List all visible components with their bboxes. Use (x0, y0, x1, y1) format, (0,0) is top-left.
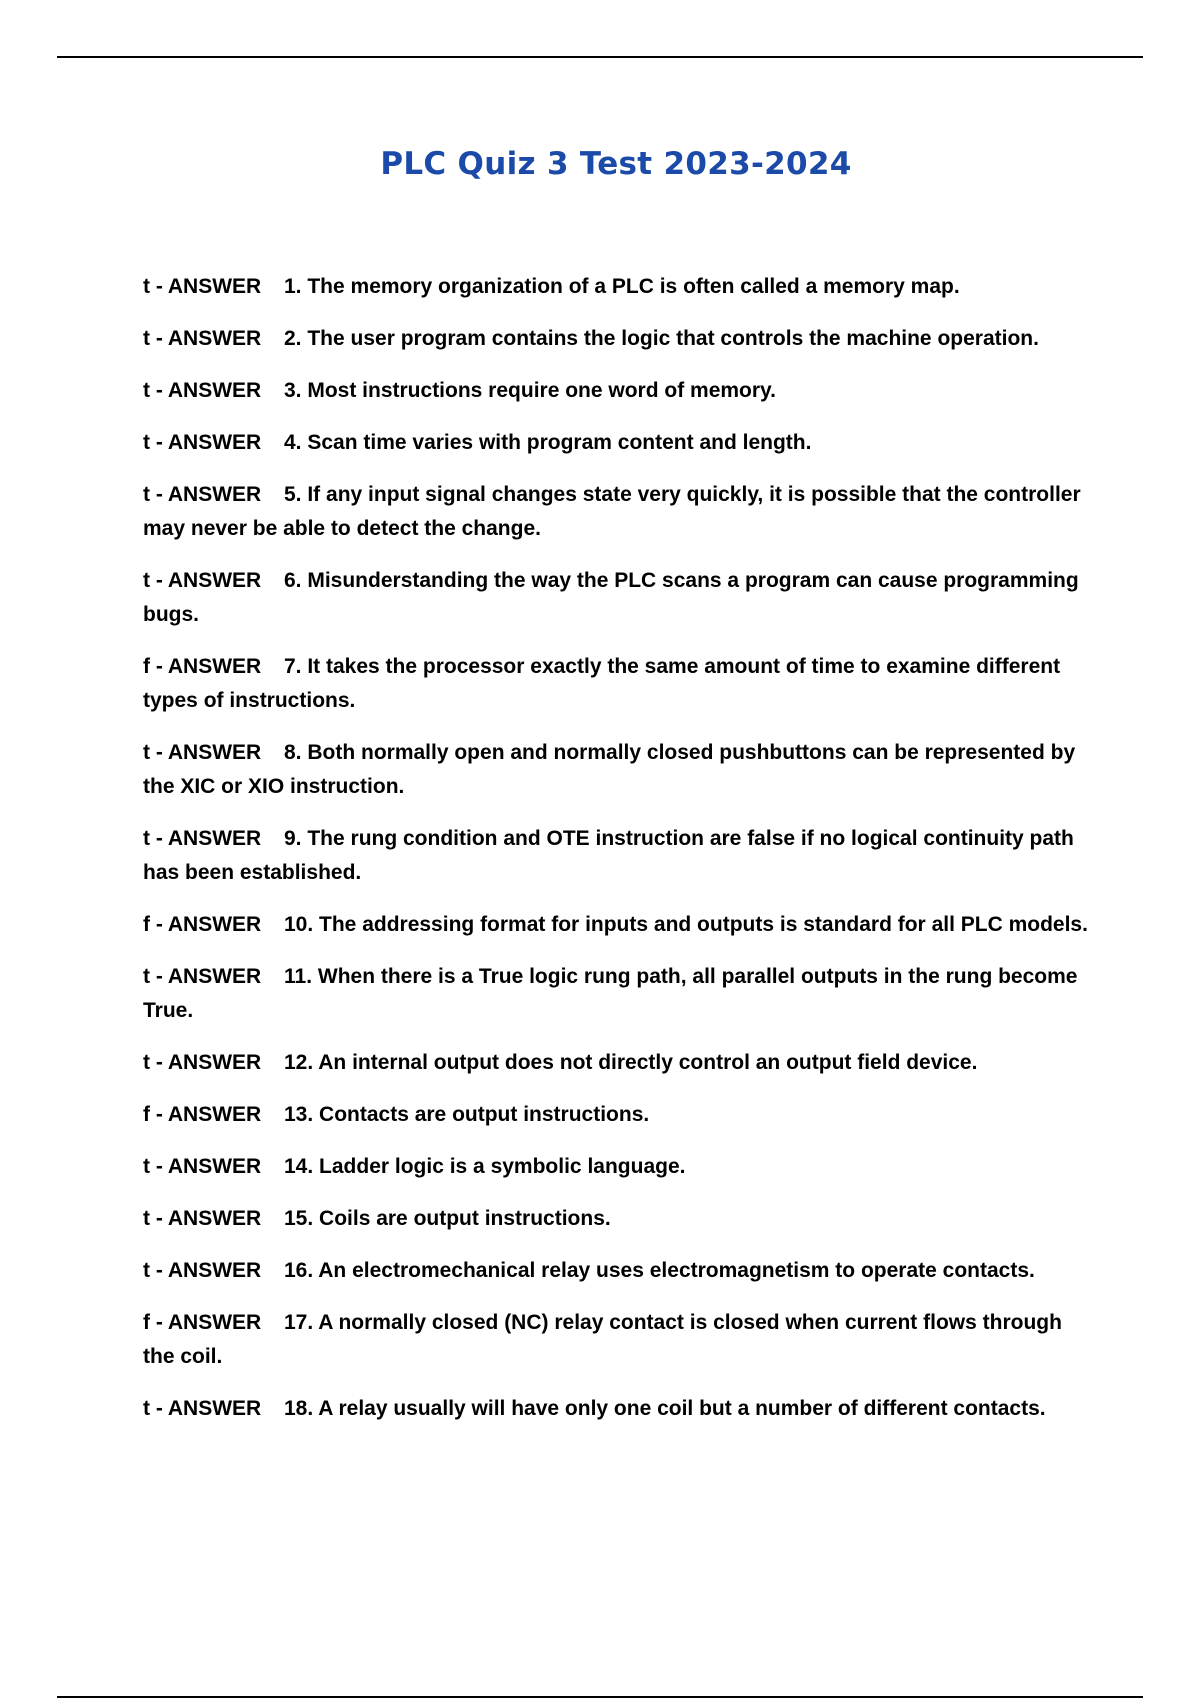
answer-label: t - ANSWER (143, 569, 262, 592)
qa-list (143, 270, 1093, 1444)
statement-text: 7. It takes the processor exactly the same amount of time to examine different types of instructions. (143, 655, 1061, 712)
statement-text: 12. An internal output does not directly control an output field device. (284, 1051, 978, 1074)
qa-item (143, 1392, 1093, 1426)
qa-item (143, 908, 1093, 942)
statement-text: 13. Contacts are output instructions. (284, 1103, 650, 1126)
answer-label: t - ANSWER (143, 1155, 262, 1178)
header-rule (57, 56, 1143, 58)
answer-label: t - ANSWER (143, 483, 262, 506)
statement-text: 4. Scan time varies with program content and length. (284, 431, 812, 454)
answer-label: t - ANSWER (143, 1397, 262, 1420)
statement-text: 8. Both normally open and normally closed pushbuttons can be represented by the XIC or XIO instruction. (143, 741, 1076, 798)
statement-text: 5. If any input signal changes state very quickly, it is possible that the controller may never be able to detect the change. (143, 483, 1081, 540)
qa-item (143, 564, 1093, 632)
answer-label: t - ANSWER (143, 827, 262, 850)
answer-label: t - ANSWER (143, 379, 262, 402)
answer-label: t - ANSWER (143, 275, 262, 298)
statement-text: 9. The rung condition and OTE instruction are false if no logical continuity path has been established. (143, 827, 1074, 884)
footer-rule (57, 1696, 1143, 1698)
statement-text: 15. Coils are output instructions. (284, 1207, 611, 1230)
statement-text: 18. A relay usually will have only one coil but a number of different contacts. (284, 1397, 1046, 1420)
answer-label: t - ANSWER (143, 1207, 262, 1230)
qa-item (143, 736, 1093, 804)
answer-label: t - ANSWER (143, 741, 262, 764)
statement-text: 10. The addressing format for inputs and outputs is standard for all PLC models. (284, 913, 1088, 936)
statement-text: 2. The user program contains the logic that controls the machine operation. (284, 327, 1039, 350)
qa-item (143, 960, 1093, 1028)
qa-item (143, 822, 1093, 890)
answer-label: t - ANSWER (143, 965, 262, 988)
qa-item (143, 478, 1093, 546)
qa-item (143, 1046, 1093, 1080)
qa-item (143, 1306, 1093, 1374)
statement-text: 11. When there is a True logic rung path, all parallel outputs in the rung become True. (143, 965, 1078, 1022)
qa-item (143, 1254, 1093, 1288)
statement-text: 17. A normally closed (NC) relay contact is closed when current flows through the coil. (143, 1311, 1062, 1368)
answer-label: f - ANSWER (143, 655, 262, 678)
answer-label: t - ANSWER (143, 431, 262, 454)
statement-text: 3. Most instructions require one word of memory. (284, 379, 777, 402)
answer-label: f - ANSWER (143, 913, 262, 936)
statement-text: 6. Misunderstanding the way the PLC scans a program can cause programming bugs. (143, 569, 1079, 626)
statement-text: 1. The memory organization of a PLC is often called a memory map. (284, 275, 960, 298)
qa-item (143, 270, 1093, 304)
qa-item (143, 1202, 1093, 1236)
qa-item (143, 1098, 1093, 1132)
statement-text: 14. Ladder logic is a symbolic language. (284, 1155, 686, 1178)
answer-label: f - ANSWER (143, 1311, 262, 1334)
qa-item (143, 426, 1093, 460)
answer-label: f - ANSWER (143, 1103, 262, 1126)
qa-item (143, 322, 1093, 356)
answer-label: t - ANSWER (143, 327, 262, 350)
document-title: PLC Quiz 3 Test 2023-2024 (380, 146, 852, 182)
answer-label: t - ANSWER (143, 1259, 262, 1282)
qa-item (143, 650, 1093, 718)
answer-label: t - ANSWER (143, 1051, 262, 1074)
statement-text: 16. An electromechanical relay uses electromagnetism to operate contacts. (284, 1259, 1035, 1282)
qa-item (143, 374, 1093, 408)
qa-item (143, 1150, 1093, 1184)
